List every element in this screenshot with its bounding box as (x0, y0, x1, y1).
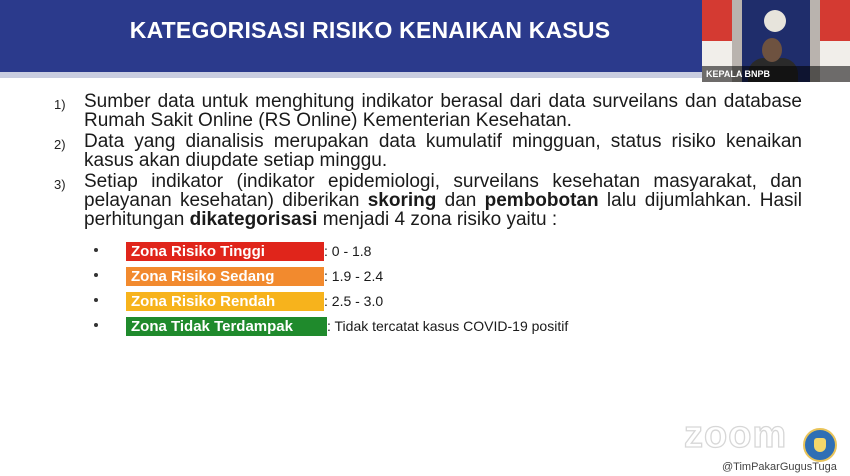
zone-range: : 0 - 1.8 (324, 243, 372, 259)
watermark-handle: @TimPakarGugusTuga (722, 461, 837, 473)
emblem-icon (764, 10, 786, 32)
zoom-logo: zoom (684, 414, 788, 456)
list-item-number: 3) (54, 177, 66, 192)
slide-title: KATEGORISASI RISIKO KENAIKAN KASUS (129, 17, 611, 43)
numbered-list (54, 92, 802, 231)
bullet-icon (94, 323, 98, 327)
text-segment: Setiap indikator (indikator epidemiologi, surveilans kesehatan masyarakat, dan pelayanan kesehatan) diberikan (84, 171, 802, 211)
bullet-icon (94, 298, 98, 302)
list-item (54, 92, 802, 130)
bullet-icon (94, 248, 98, 252)
zone-label: Zona Risiko Sedang (126, 267, 324, 286)
text-segment: menjadi 4 zona risiko yaitu : (317, 209, 558, 230)
bold-term-pembobotan: pembobotan (484, 190, 599, 211)
bullet-icon (94, 273, 98, 277)
zone-label: Zona Risiko Rendah (126, 292, 324, 311)
list-item-number: 2) (54, 137, 66, 152)
bold-term-dikategorisasi: dikategorisasi (189, 209, 318, 230)
text-segment: dan (436, 190, 485, 211)
zone-label: Zona Risiko Tinggi (126, 242, 324, 261)
government-seal-icon (803, 428, 837, 462)
list-item-number: 1) (54, 97, 66, 112)
speaker-name-label: KEPALA BNPB (702, 66, 850, 82)
zone-range: : 2.5 - 3.0 (324, 293, 384, 309)
list-item-text: Data yang dianalisis merupakan data kumulatif mingguan, status risiko kenaikan kasus akan diupdate setiap minggu. (84, 131, 802, 171)
bold-term-skoring: skoring (367, 190, 437, 211)
zone-range: : Tidak tercatat kasus COVID-19 positif (327, 318, 569, 334)
list-item (54, 172, 802, 229)
speaker-head (762, 38, 782, 62)
zone-label: Zona Tidak Terdampak (126, 317, 327, 336)
speaker-video-thumbnail[interactable] (702, 0, 850, 82)
text-segment: lalu dijumlahkan. Hasil perhitungan (84, 190, 802, 230)
list-item-text: Sumber data untuk menghitung indikator berasal dari data surveilans dan database Rumah Sakit Online (RS Online) Kementerian Kesehatan. (84, 91, 802, 131)
list-item-text (84, 172, 802, 229)
list-item (54, 132, 802, 170)
zone-range: : 1.9 - 2.4 (324, 268, 384, 284)
